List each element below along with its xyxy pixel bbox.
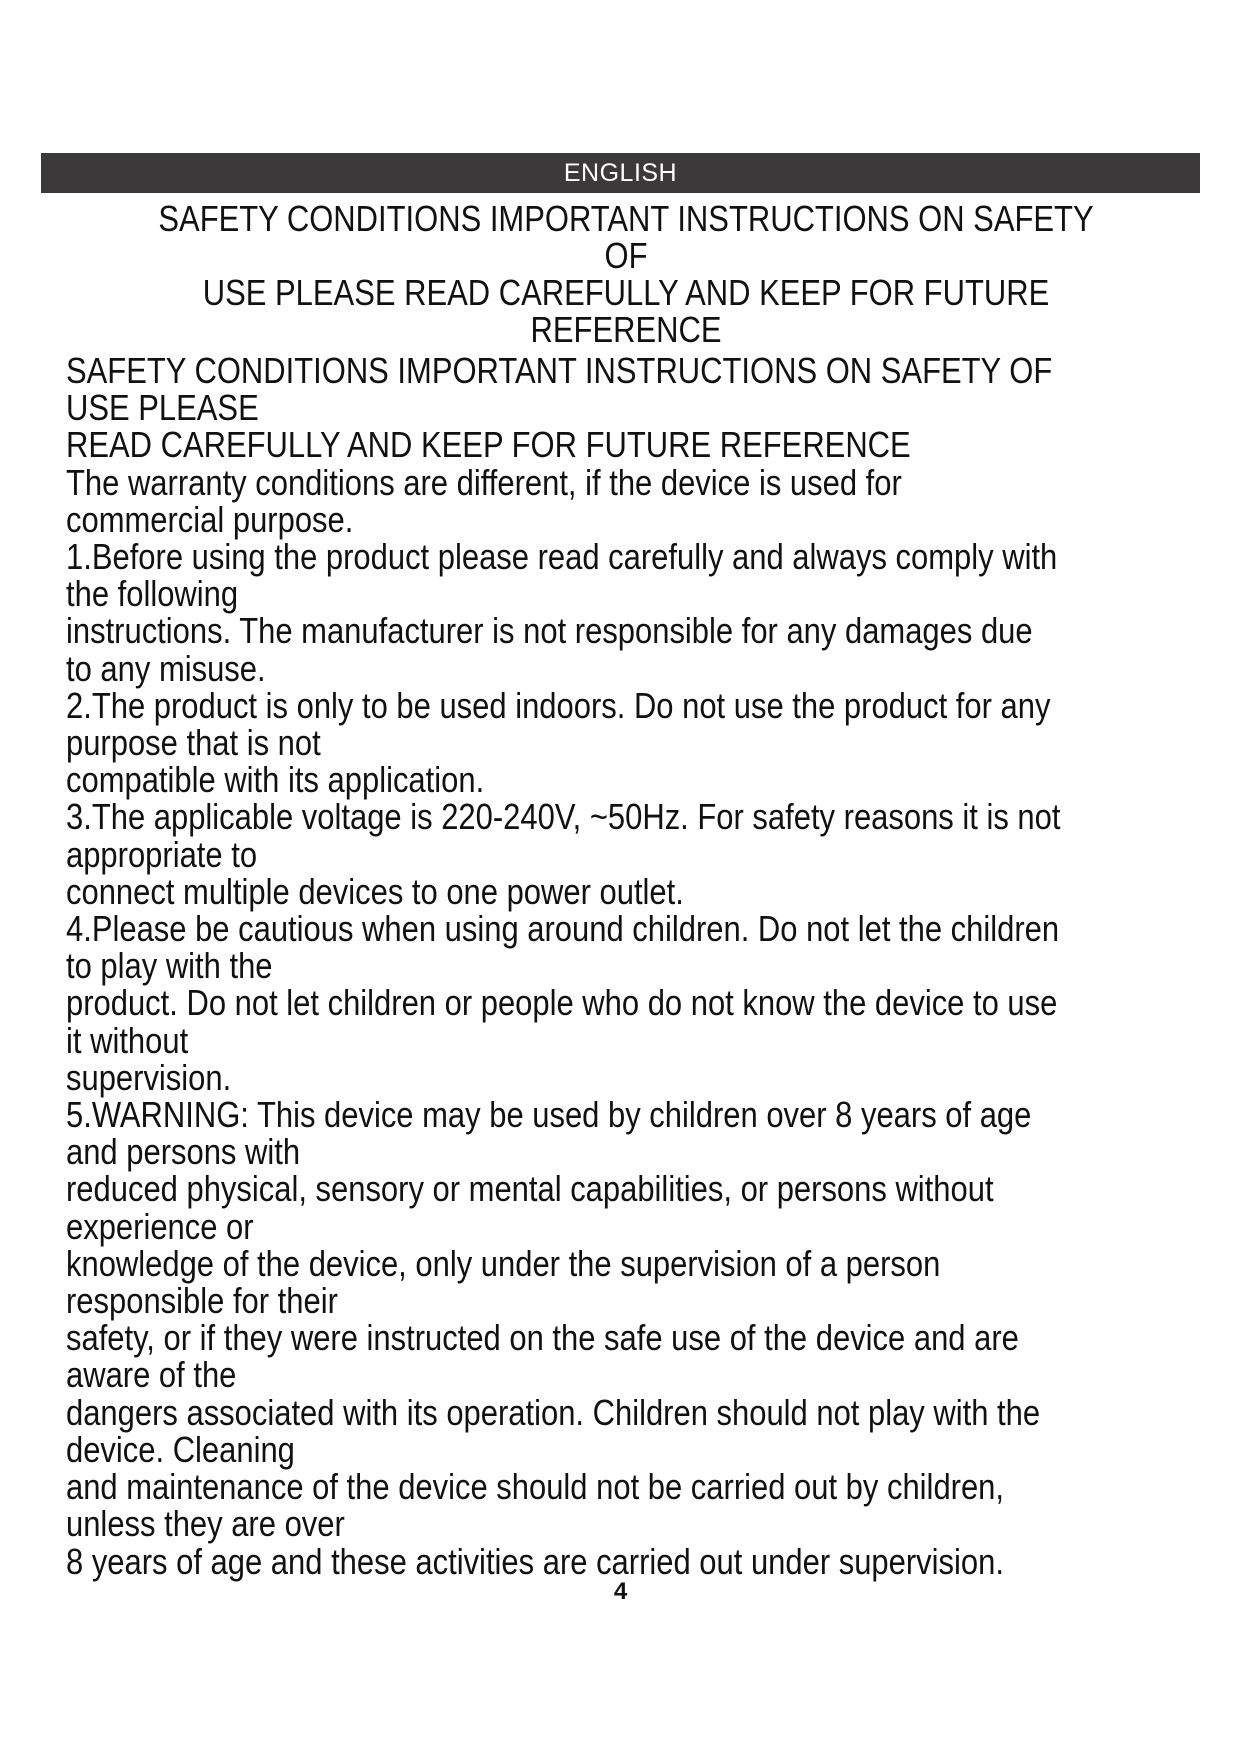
body-line: experience or <box>66 1205 254 1247</box>
body-line: 5.WARNING: This device may be used by children over 8 years of age <box>66 1094 1032 1136</box>
body-line: to play with the <box>66 945 273 987</box>
body-line: the following <box>66 573 239 615</box>
body-line: reduced physical, sensory or mental capabilities, or persons without <box>66 1168 994 1210</box>
body-line: 2.The product is only to be used indoors. Do not use the product for any <box>66 684 1051 726</box>
body-line: USE PLEASE <box>66 387 259 429</box>
body-line: device. Cleaning <box>66 1428 295 1470</box>
title-line-2: USE PLEASE READ CAREFULLY AND KEEP FOR FUTURE <box>202 272 1050 313</box>
body-line: to any misuse. <box>66 647 266 689</box>
language-label: ENGLISH <box>563 159 678 187</box>
body-line: SAFETY CONDITIONS IMPORTANT INSTRUCTIONS ON SAFETY OF <box>66 350 1053 391</box>
body-line: safety, or if they were instructed on the safe use of the device and are <box>66 1317 1019 1359</box>
document-title <box>66 200 1186 348</box>
body-line: 4.Please be cautious when using around children. Do not let the children <box>66 908 1060 950</box>
body-line: it without <box>66 1019 189 1061</box>
body-line: purpose that is not <box>66 722 321 764</box>
title-line-1: SAFETY CONDITIONS IMPORTANT INSTRUCTIONS ON SAFETY OF <box>158 198 1094 276</box>
body-line: connect multiple devices to one power outlet. <box>66 870 684 912</box>
language-header-bar <box>41 153 1200 193</box>
body-line: unless they are over <box>66 1503 345 1545</box>
body-line: supervision. <box>66 1056 232 1098</box>
page-number: 4 <box>613 1578 628 1605</box>
document-body <box>66 352 1184 1580</box>
body-line: knowledge of the device, only under the supervision of a person <box>66 1242 941 1284</box>
body-line: 3.The applicable voltage is 220-240V, ~50Hz. For safety reasons it is not <box>66 796 1061 838</box>
body-line: commercial purpose. <box>66 498 354 540</box>
body-line: 1.Before using the product please read carefully and always comply with <box>66 536 1058 578</box>
body-line: compatible with its application. <box>66 759 485 801</box>
body-line: aware of the <box>66 1354 237 1396</box>
title-line-3: REFERENCE <box>530 309 722 350</box>
body-line: appropriate to <box>66 833 258 875</box>
body-line: 8 years of age and these activities are carried out under supervision. <box>66 1540 1004 1582</box>
body-line: dangers associated with its operation. Children should not play with the <box>66 1391 1041 1433</box>
body-line: READ CAREFULLY AND KEEP FOR FUTURE REFERENCE <box>66 424 911 466</box>
body-line: and maintenance of the device should not be carried out by children, <box>66 1466 1005 1508</box>
body-line: The warranty conditions are different, if the device is used for <box>66 461 902 503</box>
body-line: and persons with <box>66 1131 301 1173</box>
document-content <box>66 200 1186 1580</box>
body-line: responsible for their <box>66 1280 338 1322</box>
body-line: instructions. The manufacturer is not responsible for any damages due <box>66 610 1033 652</box>
body-line: product. Do not let children or people who do not know the device to use <box>66 982 1058 1024</box>
